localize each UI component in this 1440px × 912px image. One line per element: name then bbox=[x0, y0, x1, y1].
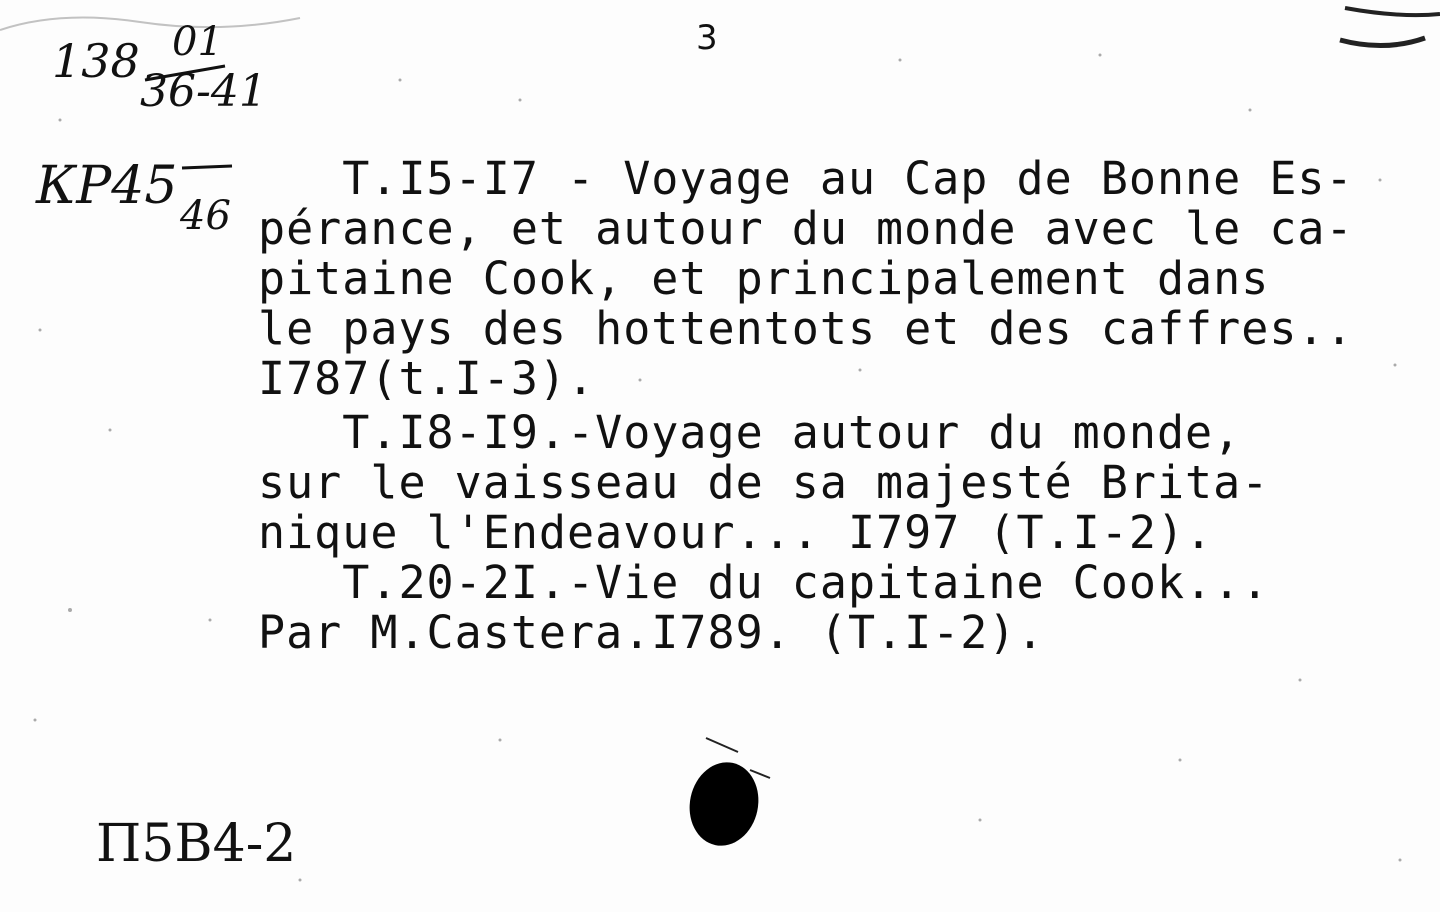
card-line: pitaine Cook, et principalement dans bbox=[258, 252, 1270, 305]
card-line: T.I5-I7 - Voyage au Cap de Bonne Es- bbox=[258, 152, 1354, 205]
shelfmark-fraction-denominator: 36-41 bbox=[140, 66, 267, 117]
card-line: T.I8-I9.-Voyage autour du monde, bbox=[258, 406, 1242, 459]
shelfmark-fraction-numerator: 01 bbox=[172, 19, 223, 65]
page-number: 3 bbox=[696, 18, 718, 58]
card-line: I787(t.I-3). bbox=[258, 352, 596, 405]
card-line: pérance, et autour du monde avec le ca- bbox=[258, 202, 1354, 255]
shelfmark-side-denominator: 46 bbox=[180, 193, 231, 239]
shelfmark-bottom-code: П5В4-2 bbox=[96, 814, 297, 874]
card-line: le pays des hottentots et des caffres.. bbox=[258, 302, 1354, 355]
card-line: T.20-2I.-Vie du capitaine Cook... bbox=[258, 556, 1270, 609]
card-line: Par M.Castera.I789. (T.I-2). bbox=[258, 606, 1045, 659]
card-line: sur le vaisseau de sa majesté Brita- bbox=[258, 456, 1270, 509]
shelfmark-side-code: КР45 bbox=[36, 156, 178, 216]
card-line: nique l'Endeavour... I797 (T.I-2). bbox=[258, 506, 1214, 559]
shelfmark-top-number: 138 bbox=[52, 34, 140, 88]
